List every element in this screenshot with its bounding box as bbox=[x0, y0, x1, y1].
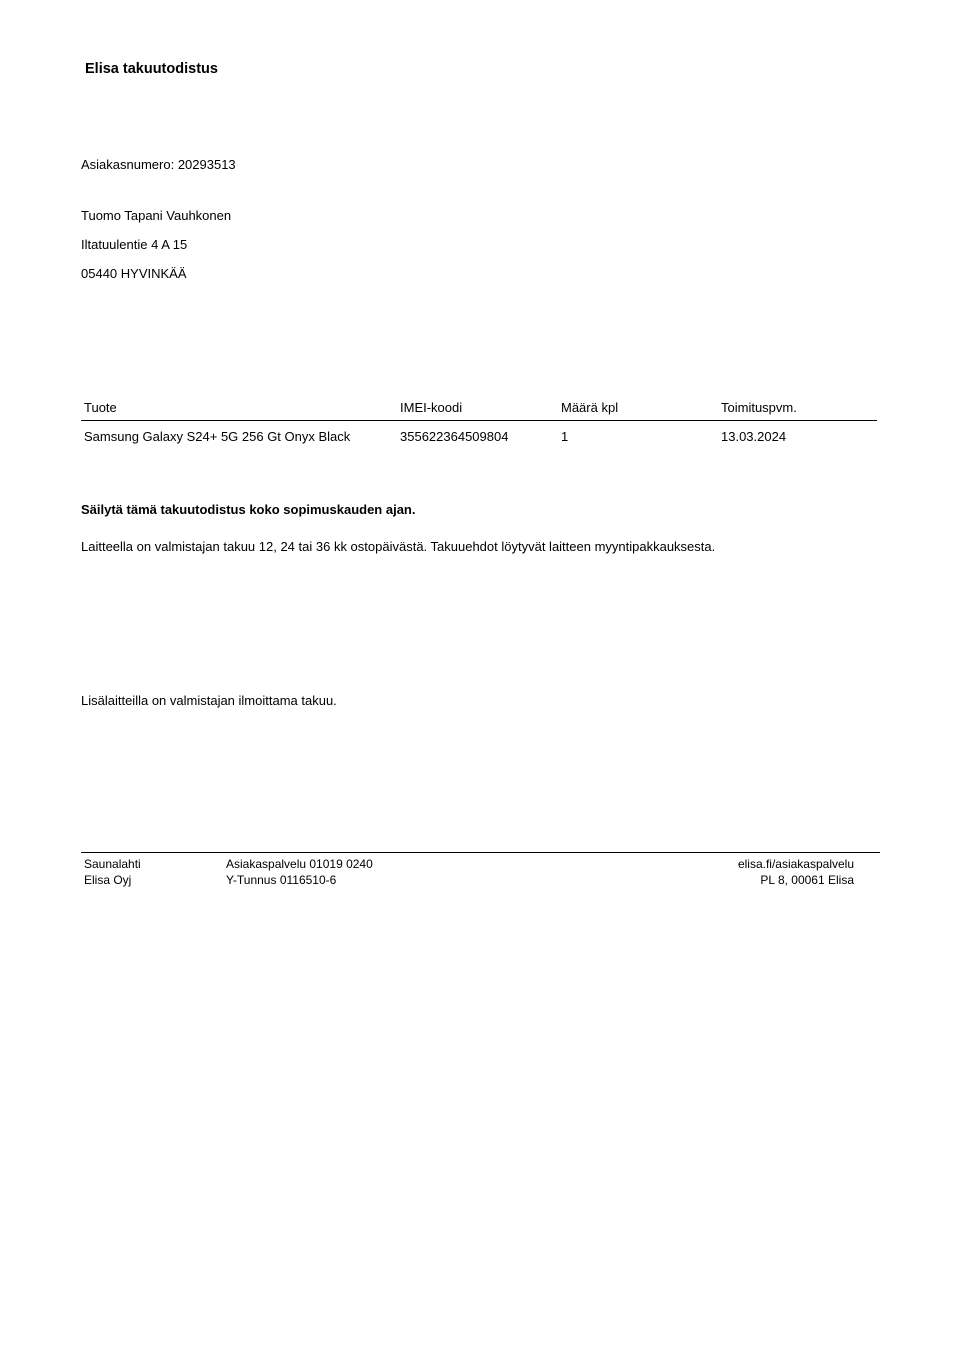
address-name: Tuomo Tapani Vauhkonen bbox=[81, 208, 232, 223]
footer-postal-address: PL 8, 00061 Elisa bbox=[760, 873, 854, 887]
notice-keep-certificate: Säilytä tämä takuutodistus koko sopimuskauden ajan. bbox=[81, 502, 416, 517]
footer-rule bbox=[81, 852, 880, 853]
address-postal: 05440 HYVINKÄÄ bbox=[81, 266, 187, 281]
footer-website: elisa.fi/asiakaspalvelu bbox=[737, 857, 854, 871]
table-cell-product: Samsung Galaxy S24+ 5G 256 Gt Onyx Black bbox=[84, 429, 351, 444]
table-cell-quantity: 1 bbox=[561, 429, 569, 444]
table-header-delivery-date: Toimituspvm. bbox=[721, 400, 797, 415]
footer-contact bbox=[226, 856, 373, 888]
table-header-imei: IMEI-koodi bbox=[400, 400, 463, 415]
warranty-text: Laitteella on valmistajan takuu 12, 24 tai 36 kk ostopäivästä. Takuuehdot löytyvät laitteen myyntipakkauksesta. bbox=[81, 539, 716, 554]
table-header-rule bbox=[81, 420, 877, 421]
table-header-product: Tuote bbox=[84, 400, 117, 415]
footer-company-name: Elisa Oyj bbox=[84, 873, 132, 887]
footer-customer-service: Asiakaspalvelu 01019 0240 bbox=[226, 857, 373, 871]
table-cell-delivery-date: 13.03.2024 bbox=[721, 429, 787, 444]
document-title: Elisa takuutodistus bbox=[85, 61, 218, 77]
table-header-quantity: Määrä kpl bbox=[561, 400, 619, 415]
footer-company bbox=[84, 856, 141, 888]
address-street: Iltatuulentie 4 A 15 bbox=[81, 237, 188, 252]
footer-business-id: Y-Tunnus 0116510-6 bbox=[226, 873, 337, 887]
table-cell-imei: 355622364509804 bbox=[400, 429, 509, 444]
footer-brand: Saunalahti bbox=[84, 857, 141, 871]
customer-number: Asiakasnumero: 20293513 bbox=[81, 157, 236, 172]
accessory-warranty-text: Lisälaitteilla on valmistajan ilmoittama takuu. bbox=[81, 693, 337, 708]
footer-web bbox=[738, 856, 854, 888]
